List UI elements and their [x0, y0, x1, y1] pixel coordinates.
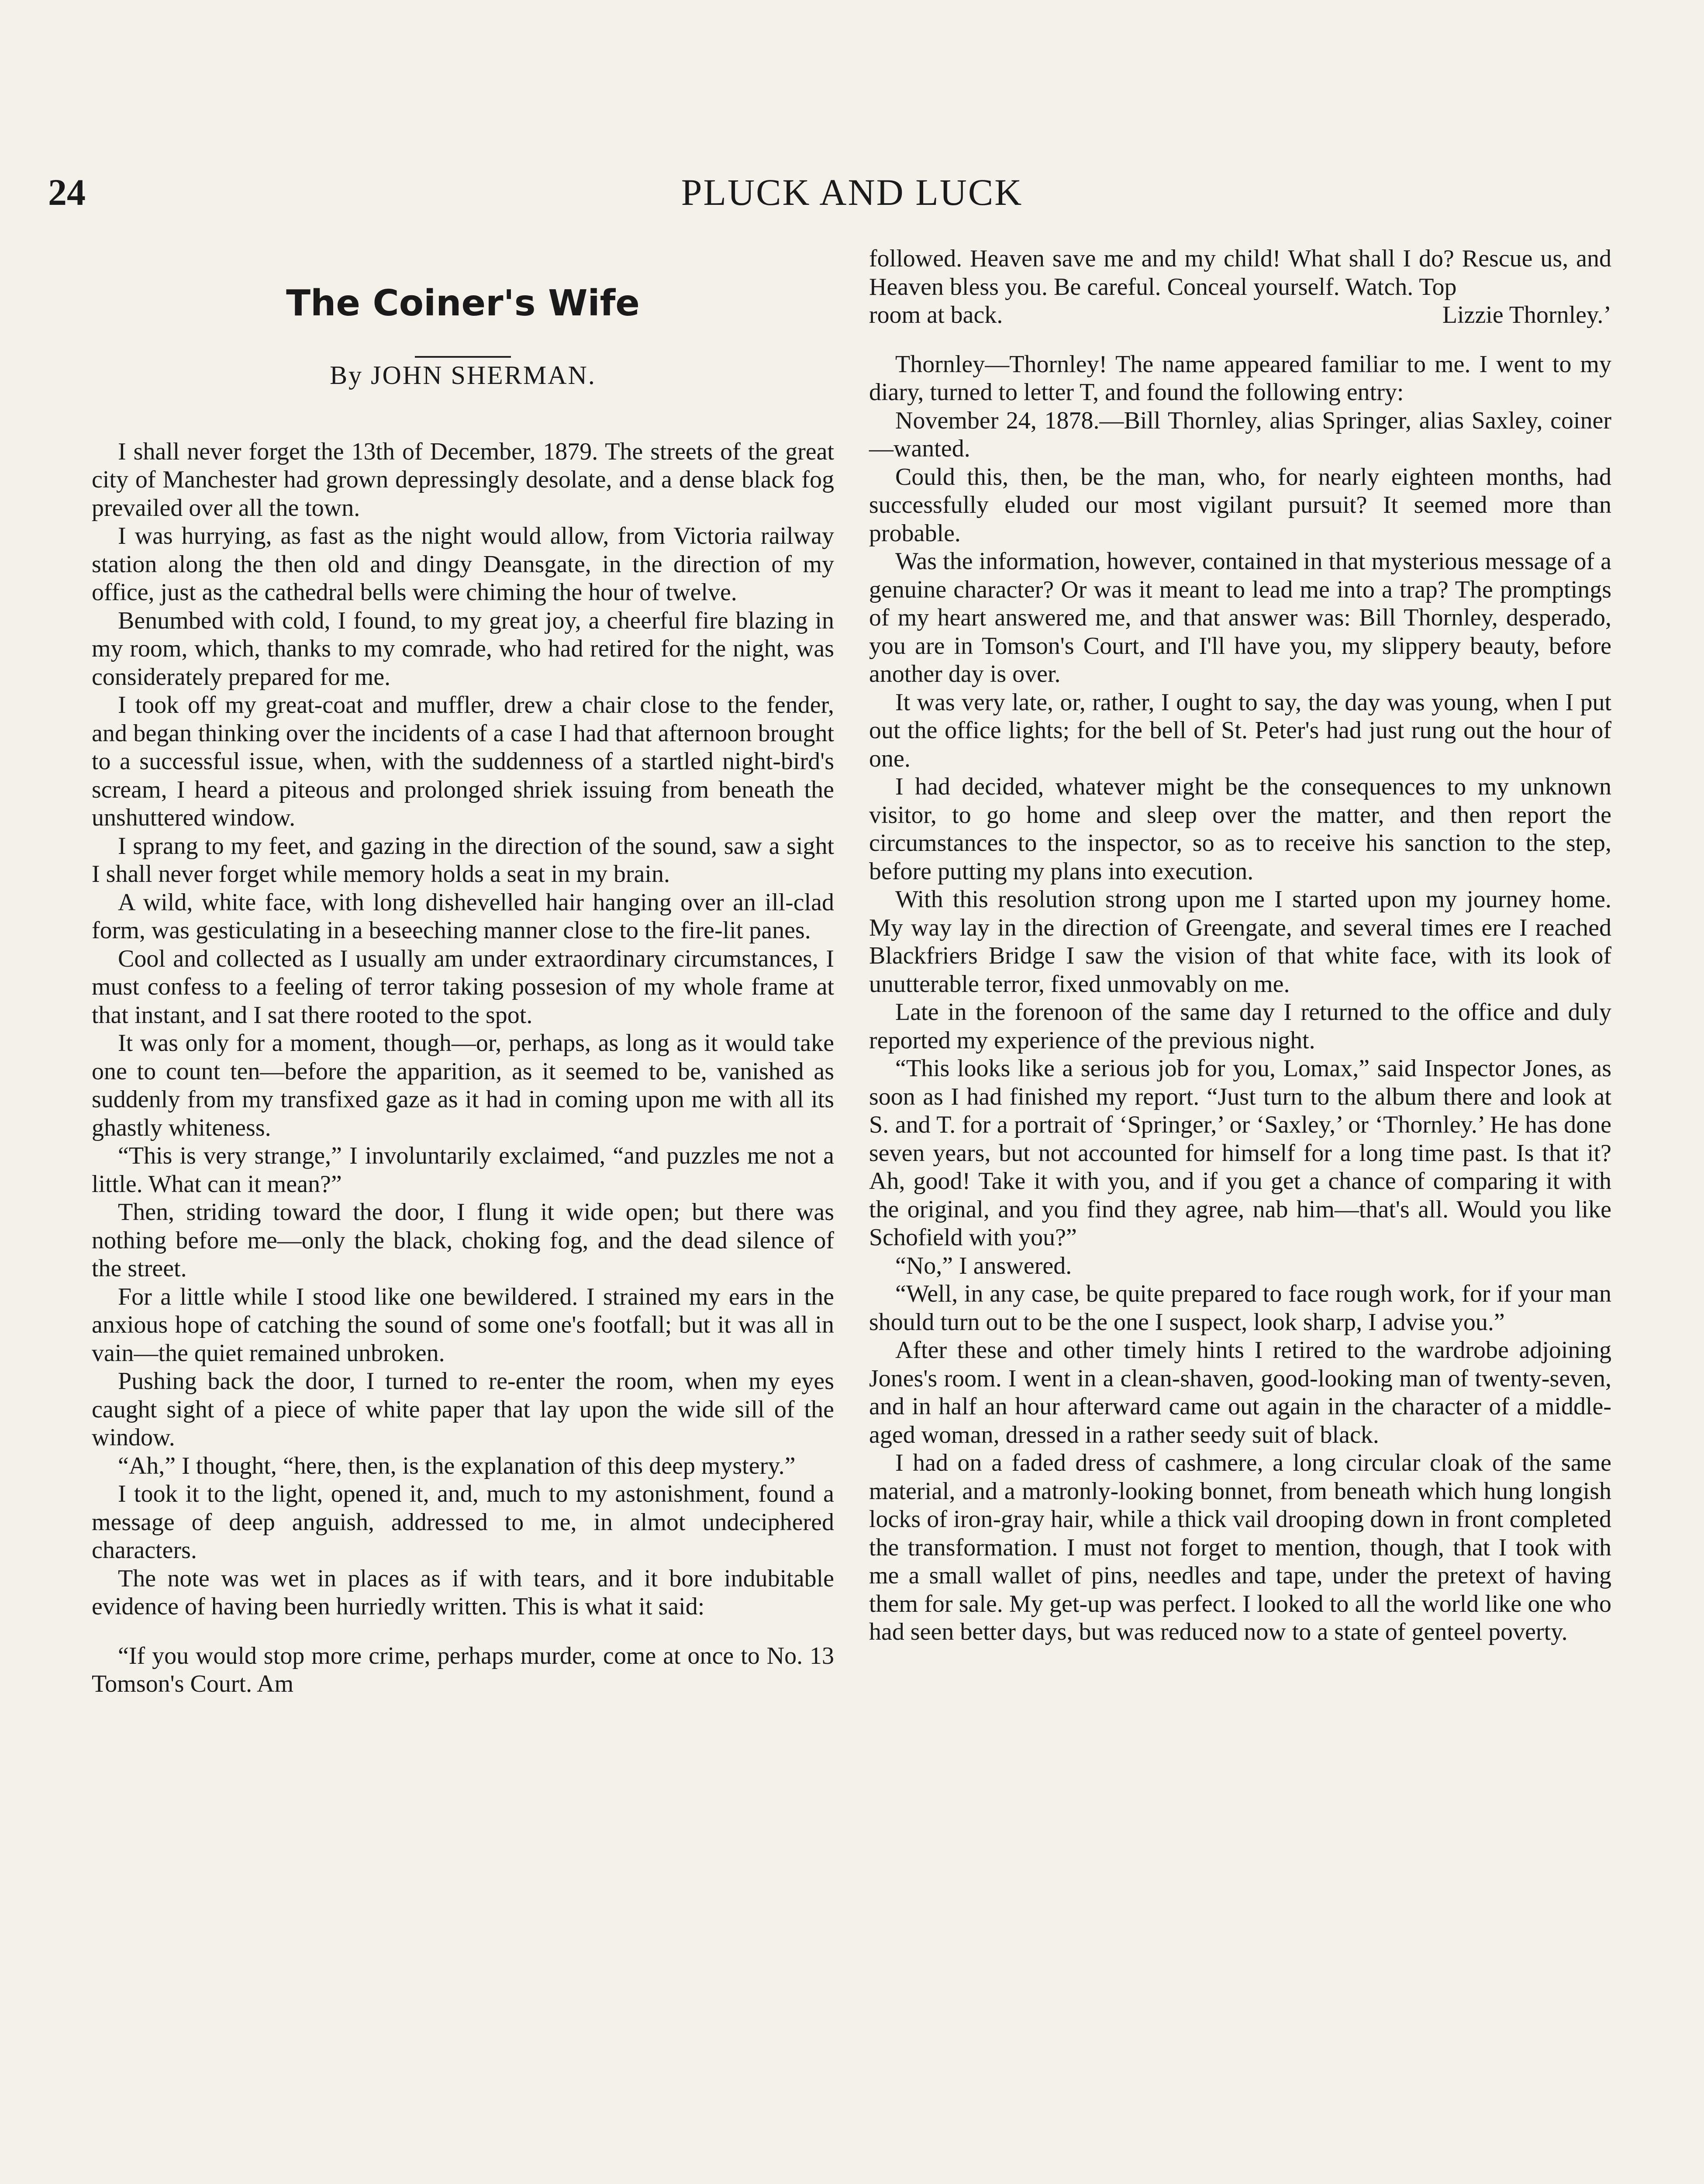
paragraph: It was only for a moment, though—or, perhaps, as long as it would take one to count ten—before the apparition, as it seemed to be, vanished as suddenly from my transfixed gaze as it had in coming upon me with all its ghastly whiteness. [92, 1030, 834, 1141]
byline-rule [415, 356, 511, 358]
paragraph: Could this, then, be the man, who, for nearly eighteen months, had successfully eluded our most vigilant pursuit? It seemed more than probable. [869, 463, 1611, 547]
running-head: PLUCK AND LUCK [681, 171, 1023, 213]
paragraph: “Ah,” I thought, “here, then, is the explanation of this deep mystery.” [118, 1452, 796, 1479]
paragraph: I sprang to my feet, and gazing in the direction of the sound, saw a sight I shall never forget while memory holds a seat in my brain. [92, 832, 834, 888]
paragraph: I took off my great-coat and muffler, drew a chair close to the fender, and began thinking over the incidents of a case I had that afternoon brought to a successful issue, when, with the suddenness of a startled night-bird's scream, I heard a piteous and prolonged shriek issuing from beneath the unshuttered window. [92, 691, 834, 831]
paragraph: After these and other timely hints I retired to the wardrobe adjoining Jones's room. I went in a clean-shaven, good-looking man of twenty-seven, and in half an hour afterward came out again in the character of a middle-aged woman, dressed in a rather seedy suit of black. [869, 1337, 1611, 1448]
paragraph: For a little while I stood like one bewildered. I strained my ears in the anxious hope of catching the sound of some one's footfall; but it was all in vain—the quiet remained unbroken. [92, 1283, 834, 1367]
paragraph: I shall never forget the 13th of December, 1879. The streets of the great city of Manchester had grown depressingly desolate, and a dense black fog prevailed over all the town. [92, 438, 834, 522]
paragraph: A wild, white face, with long dishevelled hair hanging over an ill-clad form, was gesticulating in a beseeching manner close to the fire-lit panes. [92, 888, 834, 944]
paragraph: It was very late, or, rather, I ought to say, the day was young, when I put out the office lights; for the bell of St. Peter's had just rung out the hour of one. [869, 688, 1611, 772]
paragraph: Benumbed with cold, I found, to my great joy, a cheerful fire blazing in my room, which, thanks to my comrade, who had retired for the night, was considerately prepared for me. [92, 607, 834, 691]
left-column [92, 245, 834, 1698]
paragraph: Pushing back the door, I turned to re-enter the room, when my eyes caught sight of a piece of white paper that lay upon the wide sill of the window. [92, 1368, 834, 1451]
paragraph: “No,” I answered. [895, 1252, 1072, 1279]
paragraph: I had decided, whatever might be the consequences to my unknown visitor, to go home and sleep over the matter, and then report the circumstances to the inspector, so as to receive his sanction to the step, before putting my plans into execution. [869, 773, 1611, 885]
letter-closing [869, 301, 1611, 329]
letter-opening: “If you would stop more crime, perhaps murder, come at once to No. 13 Tomson's Court. Am [92, 1642, 834, 1697]
page-header [48, 170, 1656, 223]
paragraph: The note was wet in places as if with tears, and it bore indubitable evidence of having been hurriedly written. This is what it said: [92, 1565, 834, 1620]
paragraph: I had on a faded dress of cashmere, a long circular cloak of the same material, and a matronly-looking bonnet, from beneath which hung longish locks of iron-gray hair, while a thick vail drooping down in front completed the transformation. I must not forget to mention, though, that I took with me a small wallet of pins, needles and tape, under the pretext of having them for sale. My get-up was perfect. I looked to all the world like one who had seen better days, but was reduced now to a state of genteel poverty. [869, 1449, 1611, 1645]
paragraph: “This is very strange,” I involuntarily exclaimed, “and puzzles me not a little. What can it mean?” [92, 1142, 834, 1198]
page-number: 24 [48, 171, 86, 213]
paragraph: Late in the forenoon of the same day I returned to the office and duly reported my experience of the previous night. [869, 999, 1611, 1054]
right-column [869, 245, 1611, 1646]
paragraph: Cool and collected as I usually am under extraordinary circumstances, I must confess to a feeling of terror taking possesion of my whole frame at that instant, and I sat there rooted to the spot. [92, 945, 834, 1029]
paragraph: “This looks like a serious job for you, Lomax,” said Inspector Jones, as soon as I had finished my report. “Just turn to the album there and look at S. and T. for a portrait of ‘Springer,’ or ‘Saxley,’ or ‘Thornley.’ He has done seven years, but not accounted for himself for a long time past. Is that it? Ah, good! Take it with you, and if you get a chance of comparing it with the original, and you find they agree, nab him—that's all. Would you like Schofield with you?” [869, 1055, 1611, 1251]
paragraph: I was hurrying, as fast as the night would allow, from Victoria railway station along the then old and dingy Deansgate, in the direction of my office, just as the cathedral bells were chiming the hour of twelve. [92, 522, 834, 606]
letter-last-line: room at back. [869, 301, 1003, 328]
letter-continued: followed. Heaven save me and my child! What shall I do? Rescue us, and Heaven bless you. Be careful. Conceal yourself. Watch. Top [869, 245, 1611, 301]
letter-signature: Lizzie Thornley.’ [1442, 301, 1611, 328]
paragraph: “Well, in any case, be quite prepared to face rough work, for if your man should turn out to be the one I suspect, look sharp, I advise you.” [869, 1280, 1611, 1336]
paragraph: November 24, 1878.—Bill Thornley, alias Springer, alias Saxley, coiner—wanted. [869, 407, 1611, 462]
paragraph: Then, striding toward the door, I flung it wide open; but there was nothing before me—only the black, choking fog, and the dead silence of the street. [92, 1199, 834, 1282]
story-title: The Coiner's Wife [286, 283, 640, 324]
paragraph: Was the information, however, contained in that mysterious message of a genuine character? Or was it meant to lead me into a trap? The promptings of my heart answered me, and that answer was: Bill Thornley, desperado, you are in Tomson's Court, and I'll have you, my slippery beauty, before another day is over. [869, 548, 1611, 688]
paragraph: With this resolution strong upon me I started upon my journey home. My way lay in the direction of Greengate, and several times ere I reached Blackfriers Bridge I saw the vision of that white face, with its look of unutterable terror, fixed unmovably on me. [869, 886, 1611, 998]
byline: By JOHN SHERMAN. [330, 361, 596, 390]
paragraph: Thornley—Thornley! The name appeared familiar to me. I went to my diary, turned to letter T, and found the following entry: [869, 350, 1611, 406]
paragraph: I took it to the light, opened it, and, much to my astonishment, found a message of deep anguish, addressed to me, in almot undeciphered characters. [92, 1480, 834, 1564]
